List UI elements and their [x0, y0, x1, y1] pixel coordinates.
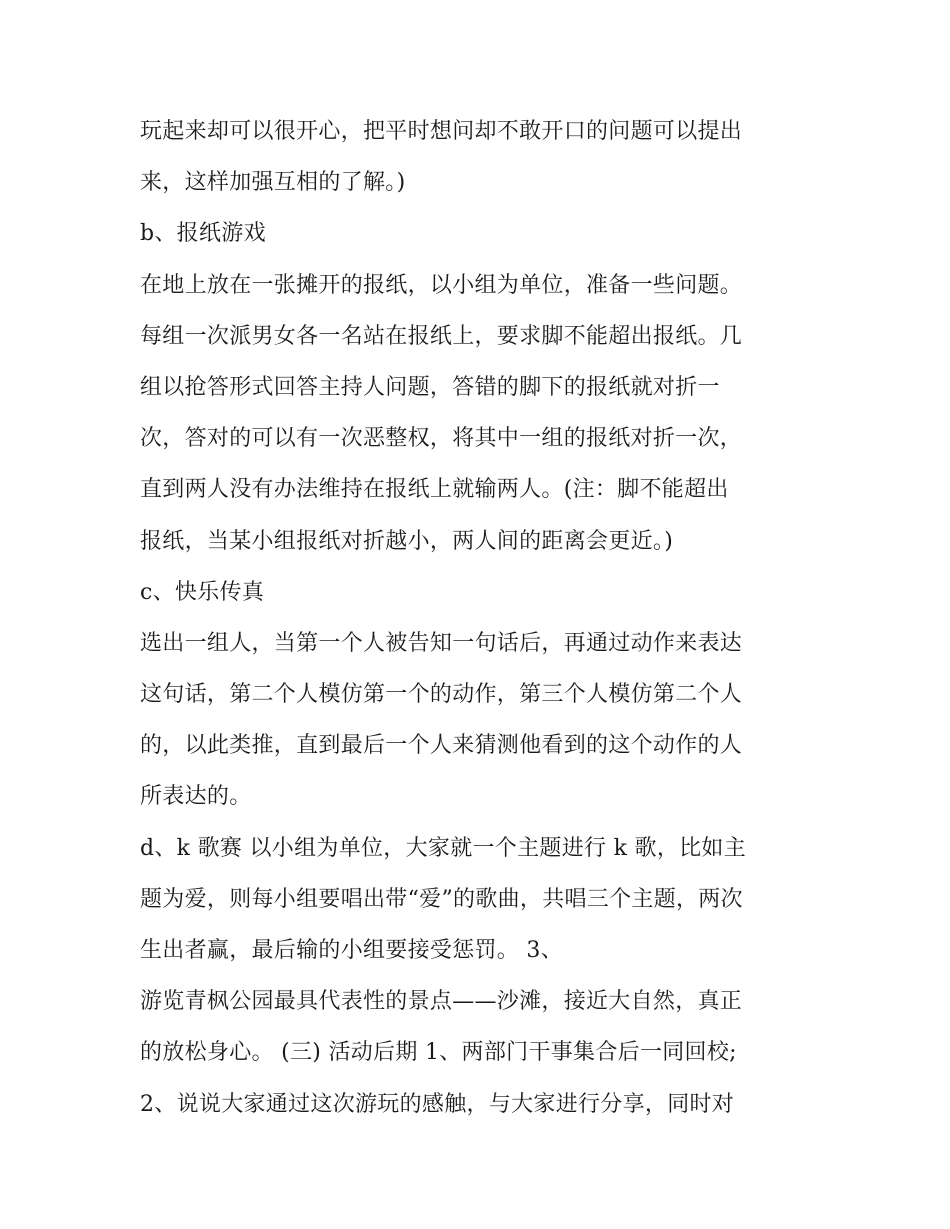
text-line: 2、说说大家通过这次游玩的感触，与大家进行分享，同时对 [140, 1091, 735, 1117]
text-line: 选出一组人，当第一个人被告知一句话后，再通过动作来表达 [140, 630, 743, 656]
text-line: 直到两人没有办法维持在报纸上就输两人。(注：脚不能超出 [140, 477, 729, 503]
text-line: 游览青枫公园最具代表性的景点——沙滩，接近大自然，真正 [140, 989, 743, 1015]
section-heading: b、报纸游戏 [140, 221, 266, 247]
body-text [140, 106, 830, 1130]
text-line: 报纸，当某小组报纸对折越小，两人间的距离会更近。) [140, 528, 674, 554]
text-line: 次，答对的可以有一次恶整权，将其中一组的报纸对折一次， [140, 426, 743, 452]
text-line: 生出者赢，最后输的小组要接受惩罚。 3、 [140, 938, 563, 963]
text-line: 组以抢答形式回答主持人问题，答错的脚下的报纸就对折一 [140, 374, 720, 400]
text-line: d、k 歌赛 以小组为单位，大家就一个主题进行 k 歌，比如主 [140, 835, 747, 861]
text-line: 每组一次派男女各一名站在报纸上，要求脚不能超出报纸。几 [140, 323, 743, 349]
text-line: 题为爱，则每小组要唱出带“爱”的歌曲，共唱三个主题，两次 [140, 886, 743, 912]
text-line: 在地上放在一张摊开的报纸，以小组为单位，准备一些问题。 [140, 272, 743, 298]
section-heading: c、快乐传真 [140, 579, 265, 605]
text-line: 的，以此类推，直到最后一个人来猜测他看到的这个动作的人 [140, 733, 743, 759]
text-line: 所表达的。 [140, 784, 252, 810]
text-line: 这句话，第二个人模仿第一个的动作，第三个人模仿第二个人 [140, 682, 743, 708]
text-line: 来，这样加强互相的了解。) [140, 170, 406, 196]
text-line: 玩起来却可以很开心，把平时想问却不敢开口的问题可以提出 [140, 119, 743, 144]
text-line: 的放松身心。 (三) 活动后期 1、两部门干事集合后一同回校; [140, 1040, 737, 1066]
